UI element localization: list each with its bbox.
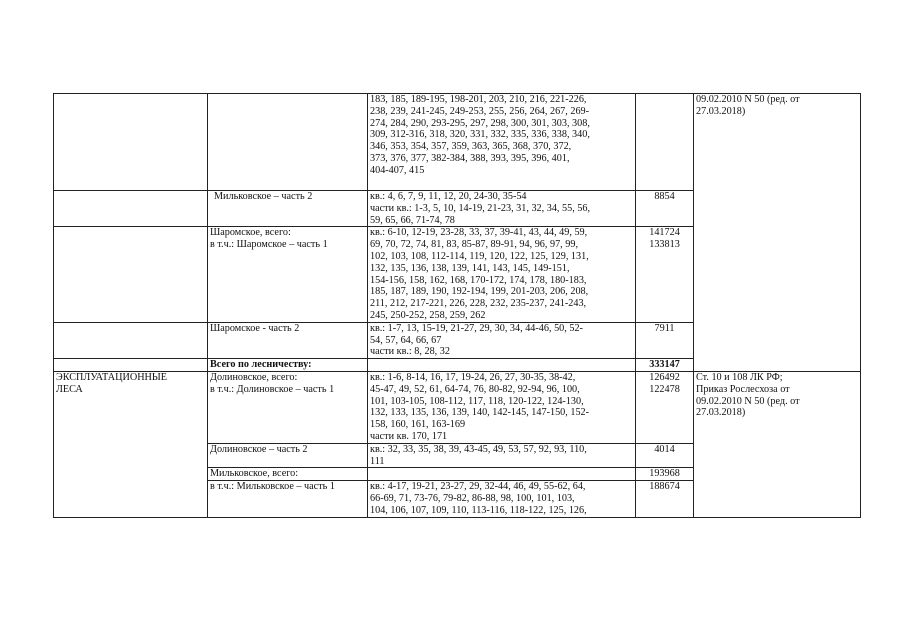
cell-line: 154-156, 158, 162, 168, 170-172, 174, 178, 180-183, xyxy=(370,274,587,286)
cell-line: Мильковское – часть 2 xyxy=(214,191,313,202)
cell-line: 54, 57, 64, 66, 67 xyxy=(370,334,442,346)
total-label: Всего по лесничеству: xyxy=(210,359,312,371)
cell-line: кв.: 6-10, 12-19, 23-28, 33, 37, 39-41, 43, 44, 49, 59, xyxy=(370,227,588,239)
cell-line: кв.: 4-17, 19-21, 23-27, 29, 32-44, 46, 49, 55-62, 64, xyxy=(370,481,586,493)
cell-forest-category xyxy=(54,191,208,227)
cell-line: 274, 284, 290, 293-295, 297, 298, 300, 301, 303, 308, xyxy=(370,117,590,129)
table-row xyxy=(54,371,861,443)
cell-quarters xyxy=(368,191,636,227)
cell-area xyxy=(636,322,694,358)
cell-legal-basis xyxy=(694,94,861,372)
cell-forest-category xyxy=(54,227,208,322)
cell-quarters xyxy=(368,371,636,443)
cell-district xyxy=(208,322,368,358)
cell-line: кв.: 1-7, 13, 15-19, 21-27, 29, 30, 34, 44-46, 50, 52- xyxy=(370,322,583,334)
cell-line: 101, 103-105, 108-112, 117, 118, 120-122, 124-130, xyxy=(370,395,584,407)
cell-line: 245, 250-252, 258, 259, 262 xyxy=(370,309,486,321)
cell-line: Долиновское, всего: xyxy=(210,371,298,383)
cell-area xyxy=(636,359,694,372)
cell-line: 27.03.2018) xyxy=(696,407,746,419)
cell-line: Шаромское - часть 2 xyxy=(210,322,300,334)
cell-area xyxy=(636,371,694,443)
cell-line: 8854 xyxy=(654,191,675,202)
cell-line: 193968 xyxy=(649,468,680,480)
cell-district xyxy=(208,371,368,443)
cell-line: Ст. 10 и 108 ЛК РФ; xyxy=(696,371,783,383)
cell-line: 09.02.2010 N 50 (ред. от xyxy=(696,94,800,105)
cell-area xyxy=(636,94,694,191)
cell-quarters xyxy=(368,359,636,372)
cell-line: кв.: 32, 33, 35, 38, 39, 43-45, 49, 53, 57, 92, 93, 110, xyxy=(370,443,587,455)
cell-line: кв.: 4, 6, 7, 9, 11, 12, 20, 24-30, 35-54 xyxy=(370,191,527,202)
cell-line: 122478 xyxy=(649,383,680,395)
cell-district xyxy=(208,227,368,322)
cell-line: 373, 376, 377, 382-384, 388, 393, 395, 396, 401, xyxy=(370,152,570,164)
cell-forest-category xyxy=(54,371,208,517)
cell-quarters xyxy=(368,468,636,481)
cell-line: Мильковское, всего: xyxy=(210,468,299,480)
cell-line: 211, 212, 217-221, 226, 228, 232, 235-237, 241-243, xyxy=(370,298,587,310)
cell-line: 126492 xyxy=(649,371,680,383)
cell-district xyxy=(208,191,368,227)
cell-line: 09.02.2010 N 50 (ред. от xyxy=(696,395,800,407)
cell-line: 185, 187, 189, 190, 192-194, 199, 201-203, 206, 208, xyxy=(370,286,589,298)
cell-line: 183, 185, 189-195, 198-201, 203, 210, 216, 221-226, xyxy=(370,94,587,105)
cell-line: 132, 133, 135, 136, 139, 140, 142-145, 147-150, 152- xyxy=(370,407,590,419)
cell-area xyxy=(636,481,694,517)
cell-line: 104, 106, 107, 109, 110, 113-116, 118-122, 125, 126, xyxy=(370,504,587,516)
cell-line: части кв. 170, 171 xyxy=(370,430,448,442)
cell-line: 158, 160, 161, 163-169 xyxy=(370,419,466,431)
cell-line: 27.03.2018) xyxy=(696,105,746,117)
cell-legal-basis xyxy=(694,371,861,517)
cell-forest-category xyxy=(54,359,208,372)
forestry-table xyxy=(53,93,861,518)
cell-quarters xyxy=(368,227,636,322)
cell-line: Долиновское – часть 2 xyxy=(210,443,308,455)
cell-line: ЛЕСА xyxy=(56,383,83,395)
cell-line: Шаромское, всего: xyxy=(210,227,291,239)
cell-line: 238, 239, 241-245, 249-253, 255, 256, 264, 267, 269- xyxy=(370,105,590,117)
cell-line: 133813 xyxy=(649,239,680,251)
cell-line: 346, 353, 354, 357, 359, 363, 365, 368, 370, 372, xyxy=(370,141,572,153)
cell-line: 188674 xyxy=(649,481,680,493)
cell-quarters xyxy=(368,322,636,358)
cell-line: ЭКСПЛУАТАЦИОННЫЕ xyxy=(56,371,168,383)
cell-line: Приказ Рослесхоза от xyxy=(696,383,790,395)
cell-district xyxy=(208,443,368,468)
cell-line: 132, 135, 136, 138, 139, 141, 143, 145, 149-151, xyxy=(370,262,570,274)
cell-line: в т.ч.: Шаромское – часть 1 xyxy=(210,239,328,251)
cell-quarters xyxy=(368,481,636,517)
cell-line: кв.: 1-6, 8-14, 16, 17, 19-24, 26, 27, 30-35, 38-42, xyxy=(370,371,576,383)
cell-forest-category xyxy=(54,94,208,191)
cell-line: 4014 xyxy=(654,443,675,455)
cell-quarters xyxy=(368,94,636,191)
cell-area xyxy=(636,191,694,227)
cell-line: части кв.: 1-3, 5, 10, 14-19, 21-23, 31, 32, 34, 55, 56, xyxy=(370,202,591,214)
cell-district xyxy=(208,468,368,481)
cell-line: в т.ч.: Мильковское – часть 1 xyxy=(210,481,335,493)
cell-line: 45-47, 49, 52, 61, 64-74, 76, 80-82, 92-94, 96, 100, xyxy=(370,383,580,395)
cell-line: 69, 70, 72, 74, 81, 83, 85-87, 89-91, 94, 96, 97, 99, xyxy=(370,239,578,251)
cell-line: 404-407, 415 xyxy=(370,164,425,176)
cell-area xyxy=(636,227,694,322)
cell-line: в т.ч.: Долиновское – часть 1 xyxy=(210,383,335,395)
cell-district xyxy=(208,94,368,191)
cell-district xyxy=(208,359,368,372)
cell-district xyxy=(208,481,368,517)
table-row xyxy=(54,94,861,191)
cell-line: 7911 xyxy=(654,322,675,334)
cell-quarters xyxy=(368,443,636,468)
cell-line: 66-69, 71, 73-76, 79-82, 86-88, 98, 100, 101, 103, xyxy=(370,492,575,504)
cell-line: 141724 xyxy=(649,227,680,239)
cell-line: 111 xyxy=(370,455,385,467)
cell-area xyxy=(636,468,694,481)
cell-line: части кв.: 8, 28, 32 xyxy=(370,346,450,358)
cell-forest-category xyxy=(54,322,208,358)
total-value: 333147 xyxy=(649,359,680,371)
cell-line: 102, 103, 108, 112-114, 119, 120, 122, 125, 129, 131, xyxy=(370,250,589,262)
cell-line: 59, 65, 66, 71-74, 78 xyxy=(370,214,455,226)
cell-area xyxy=(636,443,694,468)
cell-line: 309, 312-316, 318, 320, 331, 332, 335, 336, 338, 340, xyxy=(370,129,590,141)
